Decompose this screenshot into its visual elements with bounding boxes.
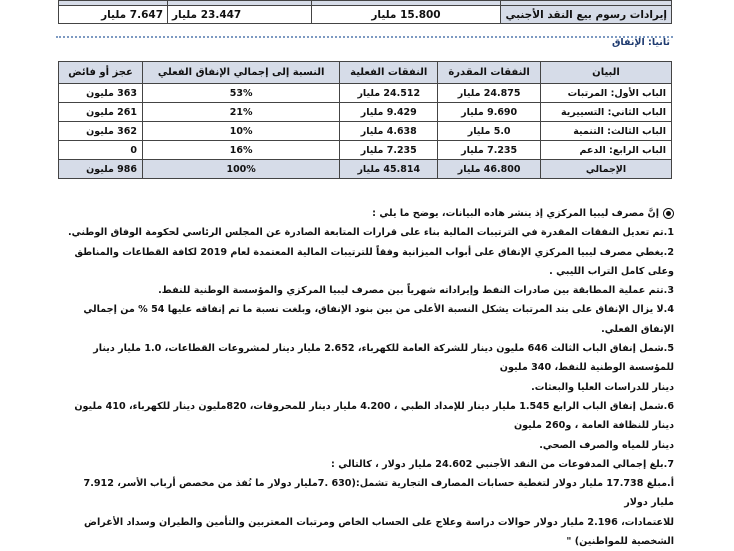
- row-actual: 7.235 مليار: [340, 141, 438, 160]
- row-planned: 24.875 مليار: [438, 84, 541, 103]
- row-actual: 4.638 مليار: [340, 122, 438, 141]
- bullet-icon: [663, 208, 674, 219]
- note-item: دينار للمياه والصرف الصحي.: [539, 439, 674, 451]
- section-divider: [56, 36, 673, 38]
- row-gap: 261 مليون: [59, 103, 143, 122]
- col-header-item: البيان: [541, 62, 672, 84]
- revenue-table-fragment: [58, 0, 672, 24]
- row-share: 10%: [143, 122, 340, 141]
- expenditure-table: [58, 61, 672, 179]
- table-row: [59, 84, 672, 103]
- fx-fee-diff: 7.647 مليار: [59, 6, 168, 24]
- row-gap: 0: [59, 141, 143, 160]
- table-row: [59, 122, 672, 141]
- note-item: دينار للدراسات العليا والبعثات.: [531, 381, 674, 393]
- note-item: للاعتمادات، 2.196 مليار دولار حوالات دراسة وعلاج على الحساب الخاص ومرتبات المعتربين والتأمين والطيران وسداد الأغراض الشخصية للمواطنين) ": [84, 516, 674, 548]
- table-total-row: [59, 160, 672, 179]
- total-actual: 45.814 مليار: [340, 160, 438, 179]
- fx-fee-planned: 15.800 مليار: [312, 6, 501, 24]
- row-gap: 363 مليون: [59, 84, 143, 103]
- notes-intro: [60, 204, 674, 223]
- row-planned: 5.0 مليار: [438, 122, 541, 141]
- row-actual: 24.512 مليار: [340, 84, 438, 103]
- col-header-planned: النفقات المقدرة: [438, 62, 541, 84]
- row-planned: 7.235 مليار: [438, 141, 541, 160]
- row-share: 53%: [143, 84, 340, 103]
- note-item: 2.يغطي مصرف ليبيا المركزي الإنفاق على أبواب الميزانية وفقاً للترتيبات المالية المعتمدة لعام 2019 لكافة القطاعات والمناطق وعلى كامل التراب الليبي .: [74, 246, 674, 277]
- table-row: [59, 141, 672, 160]
- note-item: 5.شمل إنفاق الباب الثالث 646 مليون دينار للشركة العامة للكهرباء، 2.652 مليار دينار لمشروعات القطاعات، 1.0 مليار دينار للمؤسسة الوطنية للنفط، 340 مليون: [93, 343, 674, 374]
- note-item: أ.مبلغ 17.738 مليار دولار لتغطية حسابات المصارف التجارية تشمل:(630 .7مليار دولار ما نُفذ من مخصص أرباب الأسر، 7.912 مليار دولار: [83, 478, 674, 509]
- total-gap: 986 مليون: [59, 160, 143, 179]
- row-share: 16%: [143, 141, 340, 160]
- section-title: ثانيا: الإنفاق: [611, 37, 670, 48]
- fx-fee-actual: 23.447 مليار: [168, 6, 312, 24]
- notes-section: [60, 204, 674, 551]
- total-planned: 46.800 مليار: [438, 160, 541, 179]
- row-actual: 9.429 مليار: [340, 103, 438, 122]
- note-item: 4.لا يزال الإنفاق على بند المرتبات يشكل النسبة الأعلى من بين بنود الإنفاق، وبلغت نسبة ما تم إنفاقه عليها 54 % من إجمالي الإنفاق الفعلي.: [83, 304, 674, 335]
- note-item: 1.تم تعديل النفقات المقدرة في الترتيبات المالية بناء على قرارات المتابعة الصادرة عن المجلس الرئاسي لحكومة الوفاق الوطني.: [68, 227, 674, 239]
- note-item: 6.شمل إنفاق الباب الرابع 1.545 مليار دينار للإمداد الطبي ، 4.200 مليار دينار للمحروقات، 820مليون دينار للكهرباء، 410 مليون دينار للنظافة العامة ، و260 مليون: [74, 400, 674, 432]
- note-item: 7.بلغ إجمالي المدفوعات من النقد الأجنبي 24.602 مليار دولار ، كالتالي :: [331, 458, 674, 470]
- note-item: 3.تتم عملية المطابقة بين صادرات النفط وإيراداته شهرياً بين مصرف ليبيا المركزي والمؤسسة الوطنية للنفط.: [158, 285, 674, 297]
- col-header-gap: عجز أو فائض: [59, 62, 143, 84]
- intro-text: إنَّ مصرف ليبيا المركزي إذ ينشر هاده البيانات، يوضح ما يلي :: [372, 208, 659, 219]
- col-header-share: النسبة إلى إجمالي الإنفاق الفعلي: [143, 62, 340, 84]
- total-label: الإجمالي: [541, 160, 672, 179]
- row-label: الباب الثاني: التسييرية: [541, 103, 672, 122]
- row-share: 21%: [143, 103, 340, 122]
- row-planned: 9.690 مليار: [438, 103, 541, 122]
- table-row: [59, 103, 672, 122]
- row-gap: 362 مليون: [59, 122, 143, 141]
- row-label: الباب الأول: المرتبات: [541, 84, 672, 103]
- row-label: الباب الرابع: الدعم: [541, 141, 672, 160]
- fx-fee-label: إيرادات رسوم بيع النقد الأجنبي: [501, 6, 672, 24]
- col-header-actual: النفقات الفعلية: [340, 62, 438, 84]
- row-label: الباب الثالث: التنمية: [541, 122, 672, 141]
- total-share: 100%: [143, 160, 340, 179]
